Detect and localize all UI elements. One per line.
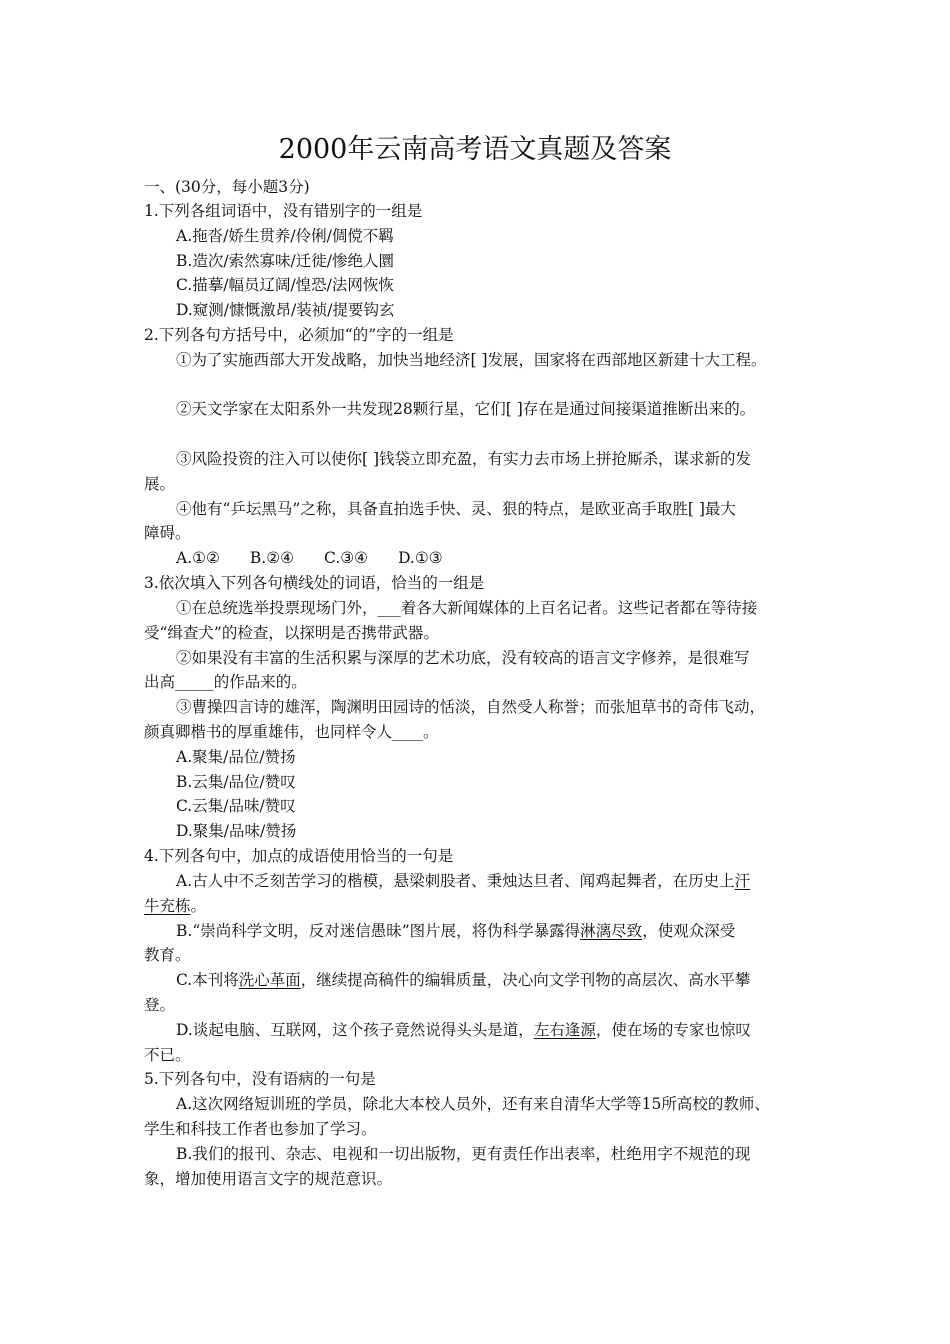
q3-stem: 3.依次填入下列各句横线处的词语，恰当的一组是 <box>144 574 485 592</box>
q4-d-text-after: ，使在场的专家也惊叹 <box>595 1021 751 1039</box>
q2-sentence-4: ④他有“乒坛黑马”之称，具备直拍选手快、灵、狠的特点，是欧亚高手取胜[ ]最大 <box>176 500 736 518</box>
q2-options <box>176 546 473 570</box>
q2-sentence-4-cont: 障碍。 <box>144 524 191 542</box>
q3-sentence-3-cont: 颜真卿楷书的厚重雄伟，也同样令人____。 <box>144 723 439 741</box>
q2-sentence-3-cont: 展。 <box>144 475 176 493</box>
q1-stem: 1.下列各组词语中，没有错别字的一组是 <box>144 202 423 220</box>
q5-option-a-cont: 学生和科技工作者也参加了学习。 <box>144 1120 377 1138</box>
q4-c-text: C.本刊将 <box>176 971 239 989</box>
q2-stem: 2.下列各句方括号中，必须加“的”字的一组是 <box>144 326 454 344</box>
q4-a-end: 。 <box>190 897 207 915</box>
q4-option-d-cont: 不已。 <box>144 1046 191 1064</box>
q3-sentence-1-cont: 受“缉查犬”的检查，以探明是否携带武器。 <box>144 624 439 642</box>
q4-option-b <box>176 919 735 943</box>
q3-option-d: D.聚集/品味/赞扬 <box>176 822 297 840</box>
q4-option-c <box>176 968 750 992</box>
q2-sentence-2: ②天文学家在太阳系外一共发现28颗行星，它们[ ]存在是通过间接渠道推断出来的。 <box>176 400 756 418</box>
q4-a-text: A.古人中不乏刻苦学习的楷模，悬梁刺股者、秉烛达旦者、闻鸡起舞者，在历史上 <box>176 872 735 890</box>
q2-option-d: D.①③ <box>398 549 443 567</box>
q5-option-a: A.这次网络短训班的学员，除北大本校人员外，还有来自清华大学等15所高校的教师、 <box>176 1095 770 1113</box>
q4-option-c-cont: 登。 <box>144 996 176 1014</box>
q4-d-idiom: 左右逢源 <box>533 1021 596 1039</box>
q2-sentence-1: ①为了实施西部大开发战略，加快当地经济[ ]发展，国家将在西部地区新建十大工程。 <box>176 351 767 369</box>
q2-option-a: A.①② <box>176 549 220 567</box>
q2-sentence-3: ③风险投资的注入可以使你[ ]钱袋立即充盈，有实力去市场上拼抢厮杀，谋求新的发 <box>176 450 752 468</box>
q2-option-c: C.③④ <box>324 549 369 567</box>
q4-option-a-cont <box>144 894 206 918</box>
q4-option-b-cont: 教育。 <box>144 946 191 964</box>
q5-option-b-cont: 象，增加使用语言文字的规范意识。 <box>144 1170 393 1188</box>
document-title: 2000年云南高考语文真题及答案 <box>278 134 672 165</box>
q4-a-idiom-part2: 牛充栋 <box>144 897 191 915</box>
q1-option-a: A.拖沓/娇生贯养/伶俐/倜傥不羁 <box>176 227 394 245</box>
q3-option-b: B.云集/品位/赞叹 <box>176 773 296 791</box>
q4-b-text: B.“崇尚科学文明，反对迷信愚昧”图片展，将伪科学暴露得 <box>176 922 581 940</box>
q5-stem: 5.下列各句中，没有语病的一句是 <box>144 1070 376 1088</box>
q1-option-b: B.造次/索然寡味/迁徙/惨绝人圜 <box>176 252 394 270</box>
q5-option-b: B.我们的报刊、杂志、电视和一切出版物，更有责任作出表率，杜绝用字不规范的现 <box>176 1145 751 1163</box>
q3-option-a: A.聚集/品位/赞扬 <box>176 748 296 766</box>
q4-a-idiom-part1: 汗 <box>734 872 751 890</box>
q3-sentence-3: ③曹操四言诗的雄浑，陶渊明田园诗的恬淡，自然受人称誉；而张旭草书的奇伟飞动， <box>176 698 766 716</box>
q4-b-idiom: 淋漓尽致 <box>580 922 643 940</box>
q1-option-c: C.描摹/幅员辽阔/惶恐/法网恢恢 <box>176 276 394 294</box>
q2-option-b: B.②④ <box>249 549 295 567</box>
q3-sentence-2-cont: 出高_____的作品来的。 <box>144 673 307 691</box>
q4-d-text: D.谈起电脑、互联网，这个孩子竟然说得头头是道， <box>176 1021 534 1039</box>
section-heading: 一、(30分，每小题3分) <box>144 178 310 196</box>
q1-option-d: D.窥测/慷慨激昂/装祯/提要钩玄 <box>176 301 395 319</box>
q4-c-idiom: 洗心革面 <box>238 971 301 989</box>
q4-c-text-after: ，继续提高稿件的编辑质量，决心向文学刊物的高层次、高水平攀 <box>300 971 751 989</box>
q4-option-d <box>176 1018 751 1042</box>
q3-option-c: C.云集/品味/赞叹 <box>176 797 296 815</box>
q3-sentence-2: ②如果没有丰富的生活积累与深厚的艺术功底，没有较高的语言文字修养，是很难写 <box>176 649 750 667</box>
q4-stem: 4.下列各句中，加点的成语使用恰当的一句是 <box>144 847 454 865</box>
q3-sentence-1: ①在总统选举投票现场门外，___着各大新闻媒体的上百名记者。这些记者都在等待接 <box>176 599 758 617</box>
q4-b-text-after: ，使观众深受 <box>642 922 736 940</box>
q4-option-a <box>176 869 750 893</box>
